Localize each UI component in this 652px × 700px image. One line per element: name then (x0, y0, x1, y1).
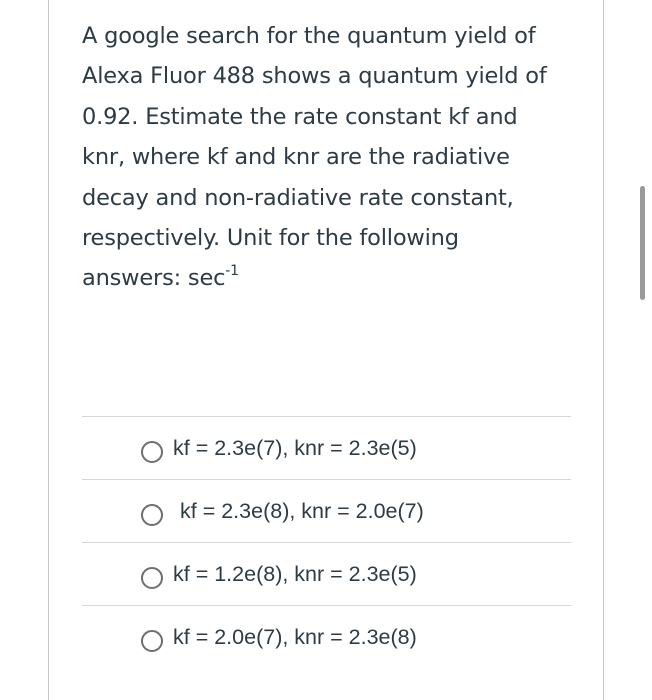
answer-option-1[interactable] (82, 417, 571, 479)
answer-option-3[interactable] (82, 543, 571, 605)
radio-unselected-icon[interactable] (141, 630, 163, 652)
radio-unselected-icon[interactable] (141, 504, 163, 526)
question-line: decay and non-radiative rate constant, (82, 184, 514, 211)
answer-label[interactable]: kf = 1.2e(8), knr = 2.3e(5) (173, 562, 417, 586)
question-line: Alexa Fluor 488 shows a quantum yield of (82, 63, 547, 90)
answer-label[interactable]: kf = 2.3e(8), knr = 2.0e(7) (180, 499, 424, 523)
scrollbar-thumb[interactable] (640, 186, 645, 300)
answer-label[interactable]: kf = 2.3e(7), knr = 2.3e(5) (173, 436, 417, 460)
answer-option-2[interactable] (82, 480, 571, 542)
question-card (48, 0, 604, 700)
unit-text: answers: sec (82, 265, 226, 292)
answer-option-4[interactable] (82, 606, 571, 668)
answer-label[interactable]: kf = 2.0e(7), knr = 2.3e(8) (173, 625, 417, 649)
question-line: respectively. Unit for the following (82, 225, 459, 252)
question-line: A google search for the quantum yield of (82, 23, 536, 49)
question-line-last (82, 258, 582, 298)
radio-unselected-icon[interactable] (141, 567, 163, 589)
answer-list (82, 416, 571, 668)
question-line: knr, where kf and knr are the radiative (82, 144, 510, 171)
unit-exponent: -1 (225, 262, 239, 279)
radio-unselected-icon[interactable] (141, 441, 163, 463)
question-line: 0.92. Estimate the rate constant kf and (82, 103, 518, 130)
question-text (82, 16, 582, 299)
